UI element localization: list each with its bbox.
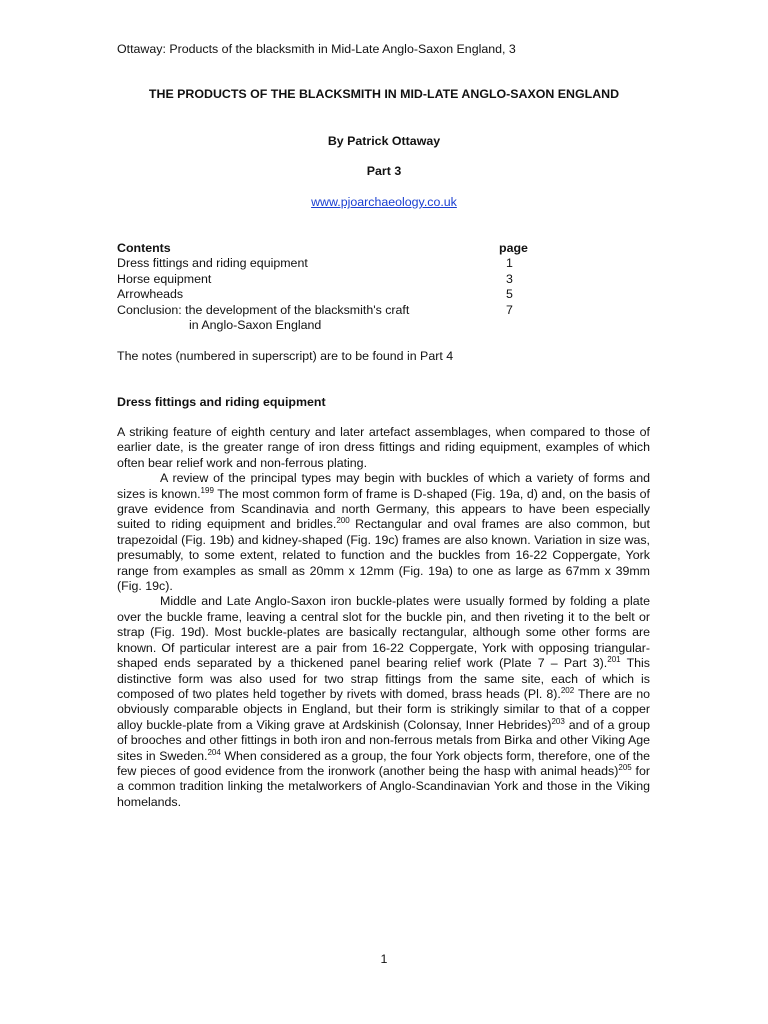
body-text <box>117 425 650 810</box>
footnote-ref: 199 <box>200 485 214 495</box>
text-run: Rectangular and oval frames are also common, but trapezoidal (Fig. 19b) and kidney-shaped (Fig. 19c) frames are also known. Variation in size was, presumably, to some extent, related to function and the buckles from 16-22 Coppergate, York range from examples as small as 20mm x 12mm (Fig. 19a) to one as large as 67mm x 39mm (Fig. 19c). <box>117 517 650 594</box>
website-link[interactable]: www.pjoarchaeology.co.uk <box>311 195 457 209</box>
toc-entry-page: 1 <box>506 256 513 271</box>
toc-entry-continuation: in Anglo-Saxon England <box>189 317 322 332</box>
author-byline: By Patrick Ottaway <box>327 134 441 148</box>
toc-entry <box>117 256 557 271</box>
section-heading: Dress fittings and riding equipment <box>117 395 326 409</box>
page-column-heading: page <box>499 241 528 255</box>
paragraph: A striking feature of eighth century and later artefact assemblages, when compared to those of earlier date, is the greater range of iron dress fittings and riding equipment, examples of which often bear relief work and non-ferrous plating. <box>117 425 650 470</box>
text-run: for a common tradition linking the metalworkers of Anglo-Scandinavian York and those in the Viking homelands. <box>117 763 650 809</box>
text-run: and of a group of brooches and other fittings in both iron and non-ferrous metals from Birka and other Viking Age sites in Sweden. <box>117 717 651 763</box>
toc-entry-label: Horse equipment <box>117 271 212 286</box>
toc-header-row <box>117 241 557 256</box>
footnote-ref: 203 <box>551 716 565 726</box>
toc-entry-page: 5 <box>506 287 513 302</box>
toc-entry <box>117 303 557 318</box>
text-run: The most common form of frame is D-shaped (Fig. 19a, d) and, on the basis of grave evidence from Scandinavia and north Germany, this appears to have been especially suited to riding equipment and bridles. <box>117 486 650 532</box>
footnote-ref: 202 <box>560 685 575 695</box>
part-label: Part 3 <box>366 164 402 178</box>
text-run: When considered as a group, the four York objects form, therefore, one of the few pieces of good evidence from the ironwork (another being the hasp with animal heads) <box>117 748 650 778</box>
running-header: Ottaway: Products of the blacksmith in Mid-Late Anglo-Saxon England, 3 <box>117 42 516 56</box>
contents-heading: Contents <box>117 241 171 255</box>
toc-entry-label: Arrowheads <box>117 287 184 302</box>
footnote-ref: 204 <box>207 747 221 757</box>
footnote-ref: 200 <box>336 516 350 526</box>
text-run: Middle and Late Anglo-Saxon iron buckle-plates were usually formed by folding a plate over the buckle frame, leaving a central slot for the buckle pin, and then riveting it to the belt or strap (Fig. 19d). Most buckle-plates are basically rectangular, although some other forms are known. Of particular interest are a pair from 16-22 Coppergate, York with opposing triangular-shaped ends separated by a thickened panel bearing relief work (Plate 7 – Part 3). <box>117 594 650 671</box>
page-number: 1 <box>380 952 388 966</box>
paragraph <box>117 594 650 810</box>
footnote-ref: 201 <box>607 655 621 665</box>
text-run: There are no obviously comparable objects in England, but their form is strikingly similar to that of a copper alloy buckle-plate from a Viking grave at Ardskinish (Colonsay, Inner Hebrides) <box>117 686 650 732</box>
notes-line: The notes (numbered in superscript) are to be found in Part 4 <box>117 349 454 363</box>
paragraph <box>117 471 650 594</box>
text-run: A review of the principal types may begin with buckles of which a variety of forms and sizes is known. <box>117 471 650 501</box>
toc-entry-page: 3 <box>506 271 513 286</box>
document-title: THE PRODUCTS OF THE BLACKSMITH IN MID-LATE ANGLO-SAXON ENGLAND <box>148 87 620 101</box>
footnote-ref: 205 <box>618 762 632 772</box>
table-of-contents <box>117 241 557 333</box>
toc-entry <box>117 287 557 302</box>
toc-entry-page: 7 <box>506 302 513 317</box>
toc-entry-label: Conclusion: the development of the blacksmith's craft <box>117 302 410 317</box>
text-run: This distinctive form was also used for two strap fittings from the same site, each of which is composed of two plates held together by rivets with domed, brass heads (Pl. 8). <box>117 656 650 701</box>
toc-entry <box>117 272 557 287</box>
toc-entry-label: Dress fittings and riding equipment <box>117 256 308 271</box>
